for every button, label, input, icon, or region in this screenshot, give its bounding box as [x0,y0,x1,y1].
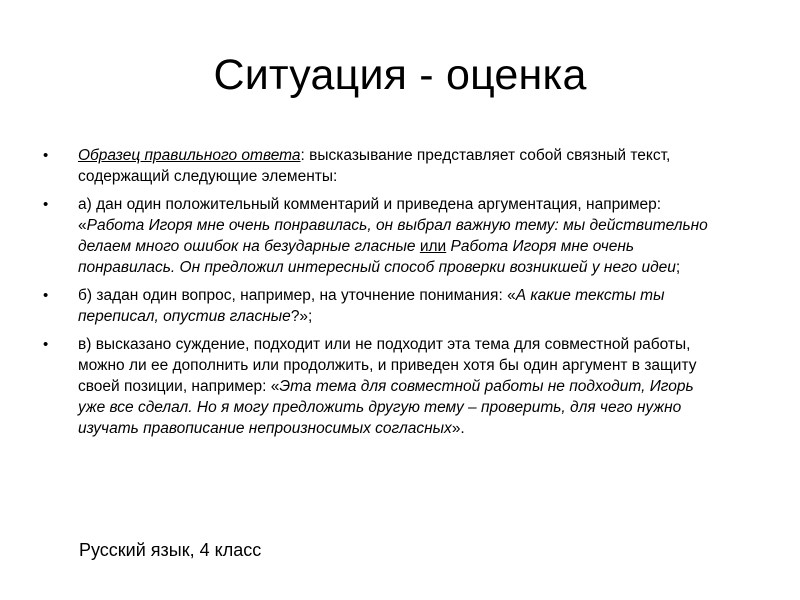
bullet-dot-icon: • [43,147,49,164]
bullet-text-part: а) дан один положительный комментарий и приведена аргументация, например: « [78,196,662,234]
bullet-text-part: А какие тексты ты переписал, опустив гласные [78,287,665,325]
bullet-list [40,145,720,446]
bullet-text-part: Эта тема для совместной работы не подходит, Игорь уже все сделал. Но я могу предложить другую тему – проверить, для чего нужно изучать правописание непроизносимых согласных [78,378,694,437]
bullet-text-part: Работа Игоря мне очень понравилась, он выбрал важную тему: мы действительно делаем много ошибок на безударные гласные [78,217,708,255]
bullet-text-part: или [419,238,447,255]
footer-text: Русский язык, 4 класс [79,540,262,560]
bullet-text-part: Работа Игоря мне очень понравилась. Он предложил интересный способ проверки возникшей у него идеи [78,238,676,276]
bullet-item [40,145,720,187]
bullet-text-part: ». [451,420,465,437]
bullet-item [40,194,720,278]
slide-title: Ситуация - оценка [213,51,587,99]
bullet-dot-icon: • [43,336,49,353]
bullet-text-part: : высказывание представляет собой связный текст, содержащий следующие элементы: [78,147,671,185]
bullet-text-part: б) задан один вопрос, например, на уточнение понимания: « [78,287,516,304]
bullet-text-part: в) высказано суждение, подходит или не подходит эта тема для совместной работы, можно ли ее дополнить или продолжить, и приведен хотя бы один аргумент в защиту своей позиции, например: « [78,336,697,395]
bullet-item [40,334,720,439]
bullet-dot-icon: • [43,287,49,304]
bullet-dot-icon: • [43,196,49,213]
bullet-text-part: Образец правильного ответа [78,147,301,164]
bullet-item [40,285,720,327]
bullet-text-part: ; [675,259,681,276]
bullet-text-part: ?»; [290,308,313,325]
